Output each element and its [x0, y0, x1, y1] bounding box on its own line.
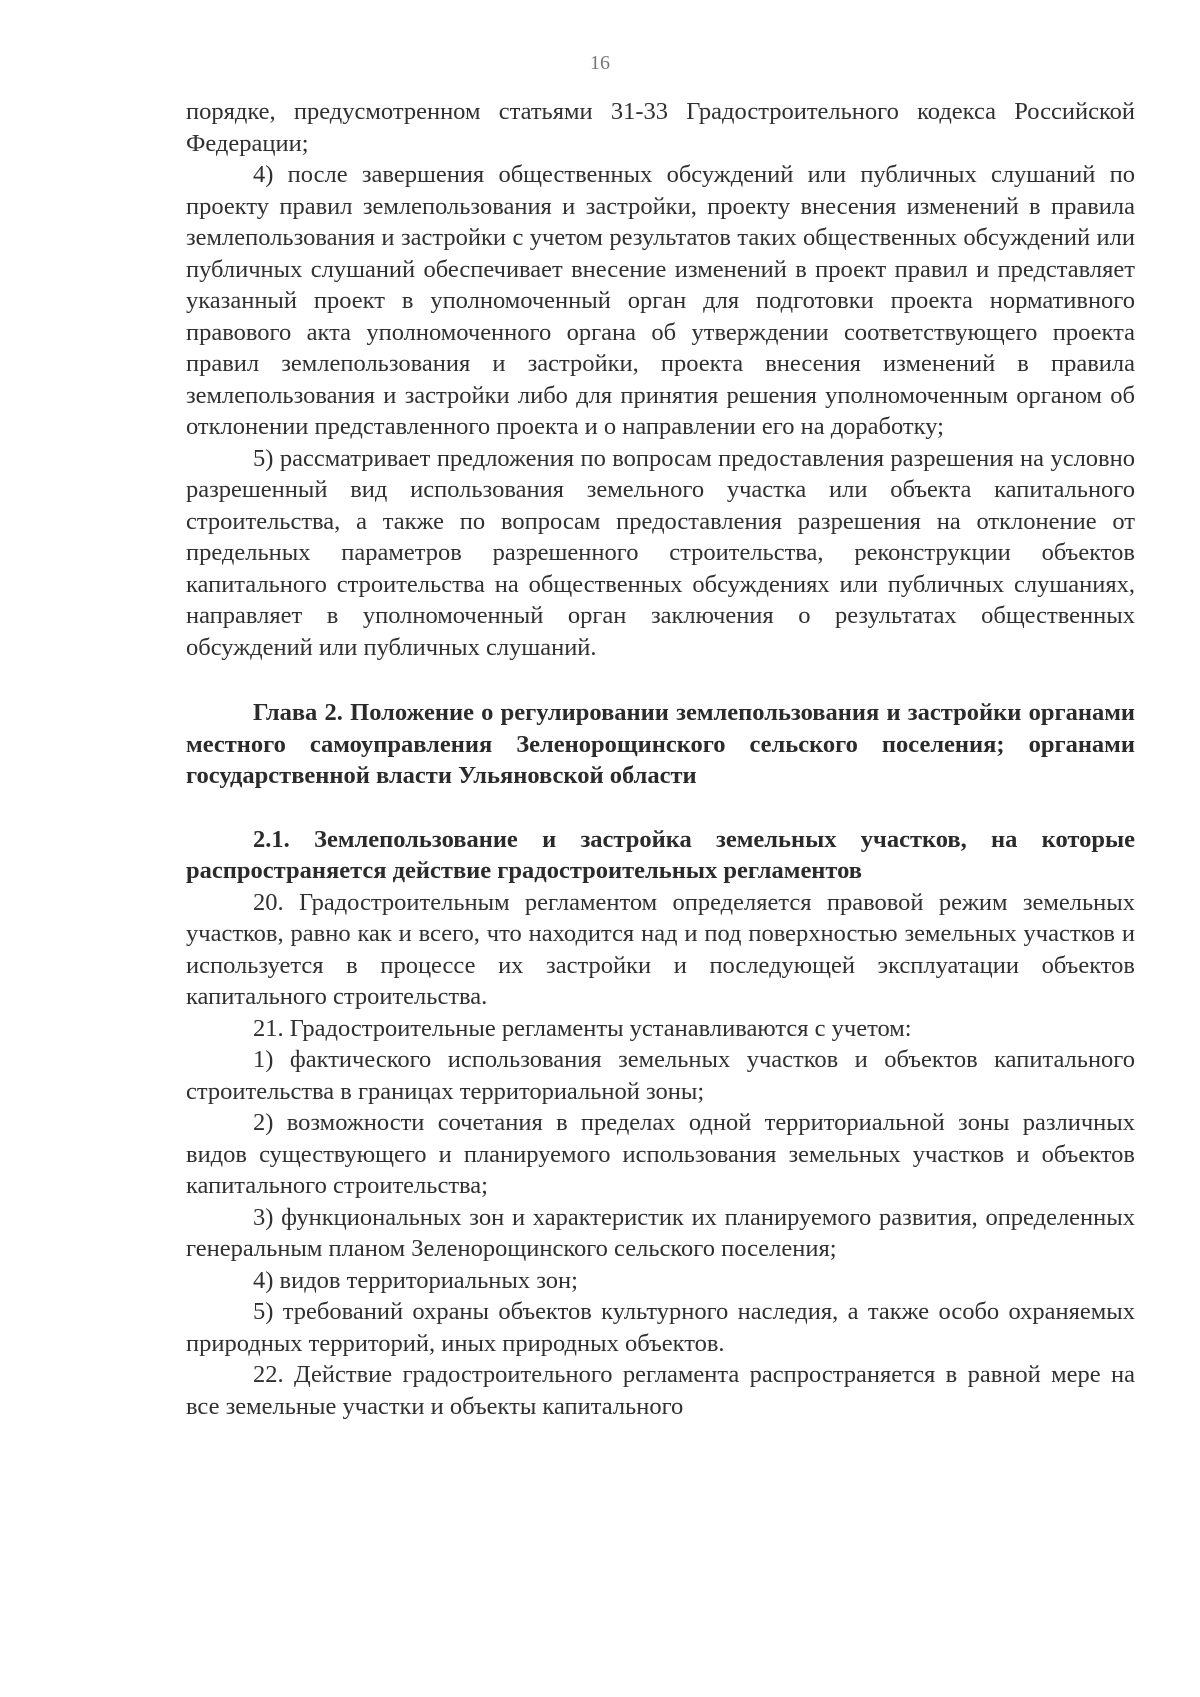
sub-item-3: 3) функциональных зон и характеристик их планируемого развития, определенных генеральным планом Зеленорощинского сельского поселения;: [186, 1203, 1135, 1262]
item-21: 21. Градостроительные регламенты устанавливаются с учетом:: [253, 1014, 912, 1042]
chapter-heading: Глава 2. Положение о регулировании землепользования и застройки органами местного самоуправления Зеленорощинского сельского поселения; органами государственной власти Ульяновской области: [186, 699, 1135, 789]
paragraph-item-4: 4) после завершения общественных обсуждений или публичных слушаний по проекту правил землепользования и застройки, проекту внесения изменений в правила землепользования и застройки с учетом результатов таких общественных обсуждений или публичных слушаний обеспечивает внесение изменений в проект правил и представляет указанный проект в уполномоченный орган для подготовки проекта нормативного правового акта уполномоченного органа об утверждении соответствующего проекта правил землепользования и застройки, проекта внесения изменений в правила землепользования и застройки либо для принятия решения уполномоченным органом об отклонении представленного проекта и о направлении его на доработку;: [186, 161, 1135, 440]
sub-item-4: 4) видов территориальных зон;: [253, 1266, 578, 1294]
page-number: 16: [590, 52, 610, 74]
sub-item-5: 5) требований охраны объектов культурного наследия, а также особо охраняемых природных территорий, иных природных объектов.: [186, 1298, 1135, 1357]
section-heading: 2.1. Землепользование и застройка земельных участков, на которые распространяется действие градостроительных регламентов: [186, 825, 1135, 884]
paragraph-continuation: порядке, предусмотренном статьями 31-33 Градостроительного кодекса Российской Федерации;: [186, 98, 1135, 157]
item-22: 22. Действие градостроительного регламента распространяется в равной мере на все земельные участки и объекты капитального: [186, 1361, 1135, 1420]
document-body: [186, 96, 1135, 1422]
sub-item-2: 2) возможности сочетания в пределах одной территориальной зоны различных видов существующего и планируемого использования земельных участков и объектов капитального строительства;: [186, 1109, 1135, 1199]
item-20: 20. Градостроительным регламентом определяется правовой режим земельных участков, равно как и всего, что находится над и под поверхностью земельных участков и используется в процессе их застройки и последующей эксплуатации объектов капитального строительства.: [186, 888, 1135, 1010]
paragraph-item-5: 5) рассматривает предложения по вопросам предоставления разрешения на условно разрешенный вид использования земельного участка или объекта капитального строительства, а также по вопросам предоставления разрешения на отклонение от предельных параметров разрешенного строительства, реконструкции объектов капитального строительства на общественных обсуждениях или публичных слушаниях, направляет в уполномоченный орган заключения о результатах общественных обсуждений или публичных слушаний.: [186, 444, 1135, 661]
sub-item-1: 1) фактического использования земельных участков и объектов капитального строительства в границах территориальной зоны;: [186, 1046, 1135, 1105]
